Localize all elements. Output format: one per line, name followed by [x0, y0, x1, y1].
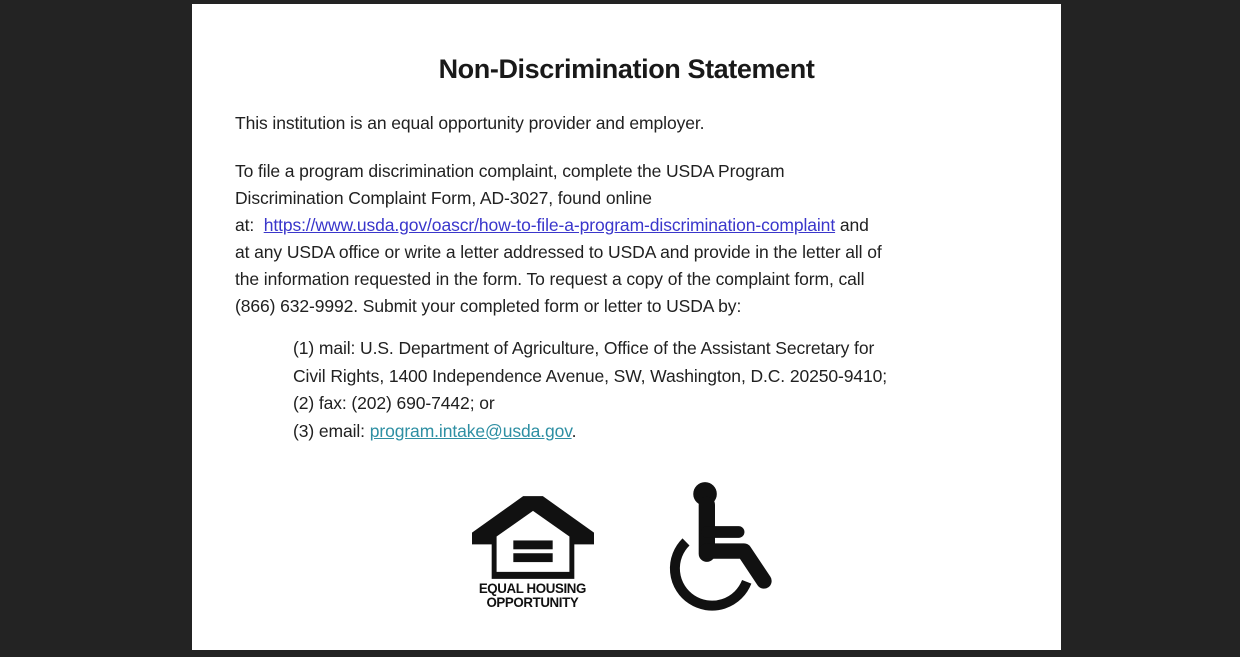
program-intake-email-link[interactable]: program.intake@usda.gov [369, 420, 572, 441]
equal-housing-label [479, 582, 586, 609]
intro-paragraph: This institution is an equal opportunity provider and employer. [235, 113, 705, 133]
link-suffix-text: and [835, 215, 869, 235]
equal-housing-label-line2: OPPORTUNITY [486, 593, 579, 610]
email-suffix-text: . [571, 420, 577, 441]
email-prefix-text: (3) email: [293, 420, 370, 441]
paragraph-line: To file a program discrimination complaint, complete the USDA Program [235, 161, 785, 181]
paragraph-line: the information requested in the form. To request a copy of the complaint form, call [235, 269, 865, 289]
usda-complaint-form-link[interactable]: https://www.usda.gov/oascr/how-to-file-a-program-discrimination-complaint [263, 215, 836, 235]
list-item-email [293, 418, 1018, 446]
document-page [192, 4, 1061, 650]
paragraph-line: Discrimination Complaint Form, AD-3027, found online [235, 188, 652, 208]
list-item-mail-continued: Civil Rights, 1400 Independence Avenue, SW, Washington, D.C. 20250-9410; [293, 365, 888, 386]
logos-row [235, 474, 1018, 619]
equal-housing-house-icon [472, 496, 594, 579]
paragraph-line: at any USDA office or write a letter addressed to USDA and provide in the letter all of [235, 242, 882, 262]
list-item-fax: (2) fax: (202) 690-7442; or [293, 393, 495, 413]
wheelchair-accessibility-icon [647, 474, 783, 619]
equal-housing-opportunity-logo [471, 496, 595, 609]
complaint-paragraph [235, 158, 1018, 320]
paragraph-line-with-link [235, 212, 1018, 239]
paragraph-line: (866) 632-9992. Submit your completed form or letter to USDA by: [235, 296, 742, 316]
link-prefix-text: at: [235, 215, 264, 235]
list-item-mail: (1) mail: U.S. Department of Agriculture, Office of the Assistant Secretary for [293, 338, 875, 358]
submission-options-list [293, 335, 1018, 445]
page-title: Non-Discrimination Statement [438, 54, 815, 84]
equal-housing-label-line1: EQUAL HOUSING [478, 580, 587, 596]
